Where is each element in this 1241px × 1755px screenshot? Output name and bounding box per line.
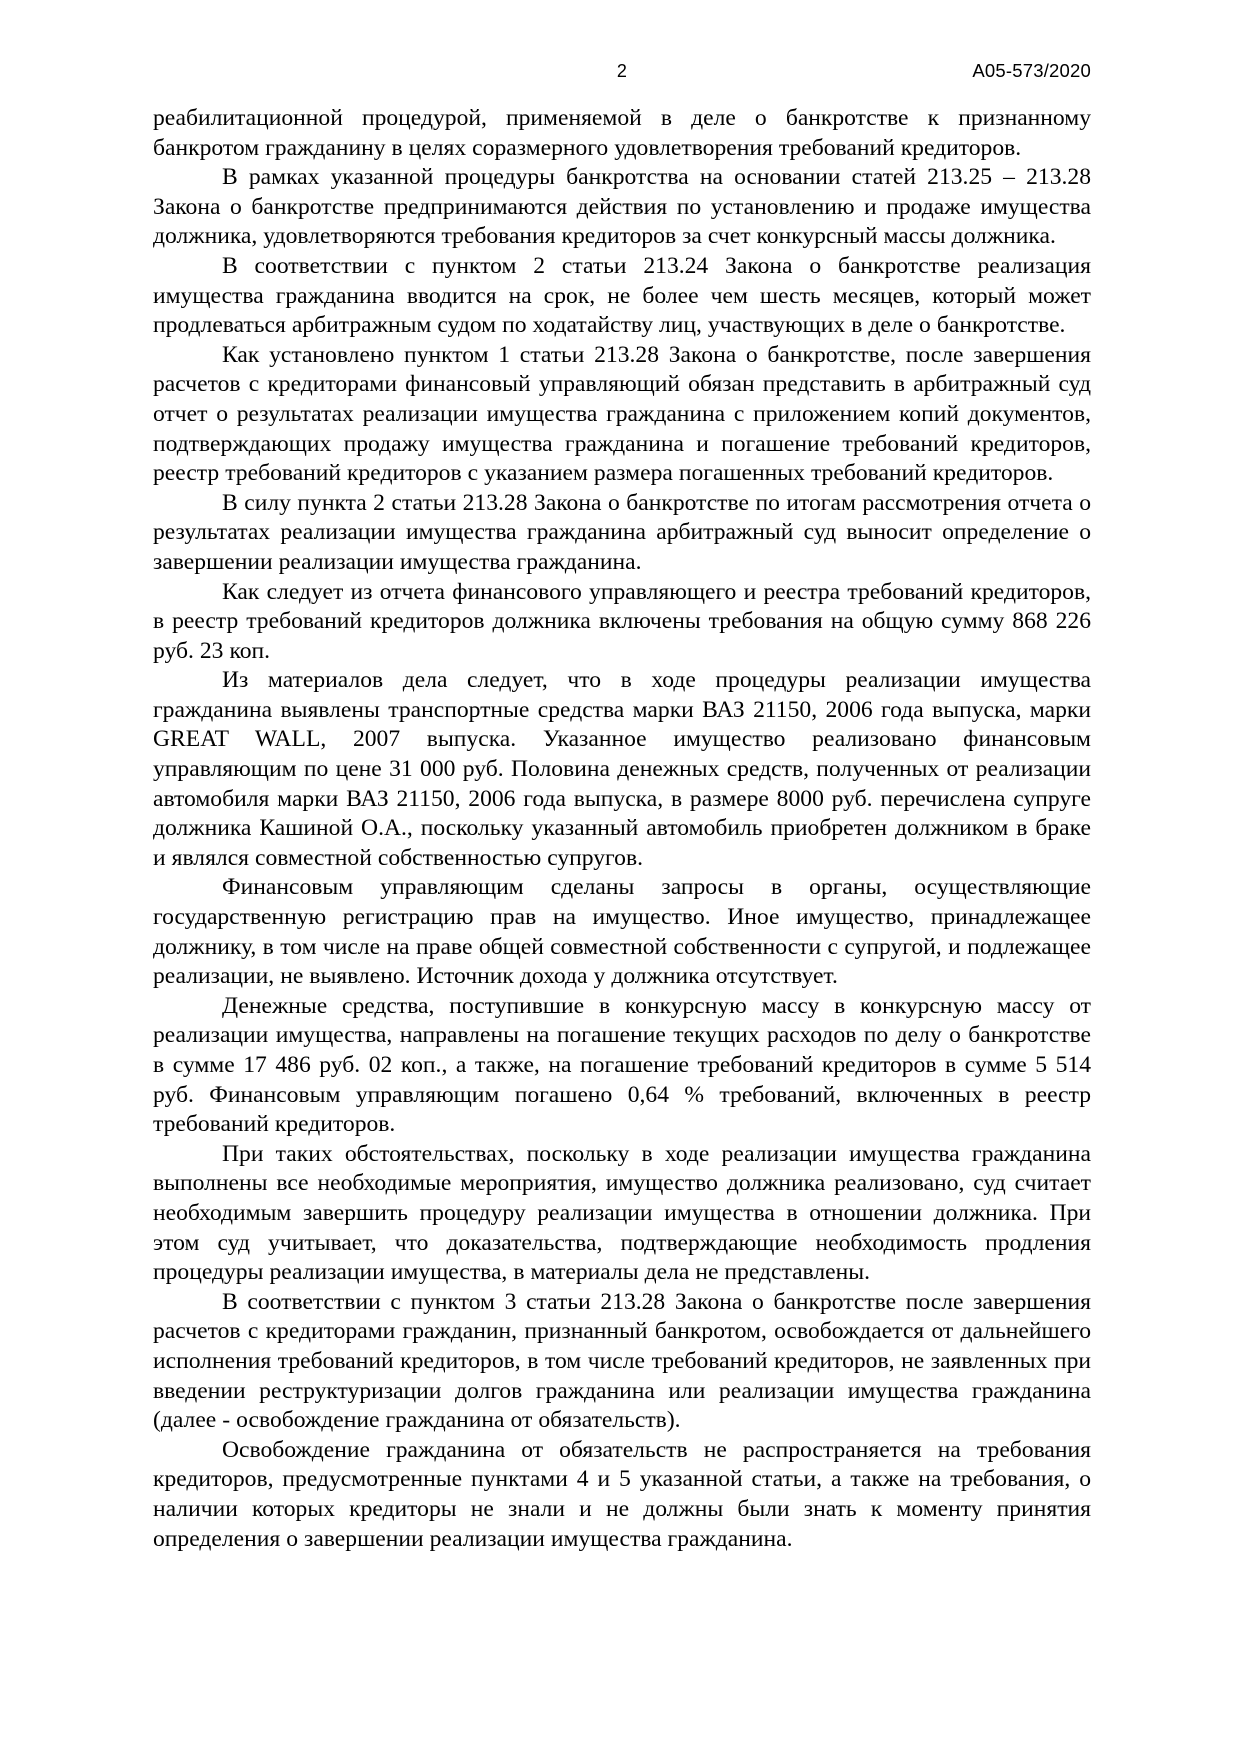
paragraph: Как установлено пунктом 1 статьи 213.28 Закона о банкротстве, после завершения расчетов с кредиторами финансовый управляющий обязан представить в арбитражный суд отчет о результатах реализации имущества гражданина с приложением копий документов, подтверждающих продажу имущества гражданина и погашение требований кредиторов, реестр требований кредиторов с указанием размера погашенных требований кредиторов. xyxy=(153,341,1091,487)
case-number: А05-573/2020 xyxy=(972,60,1091,81)
paragraph: Освобождение гражданина от обязательств не распространяется на требования кредиторов, предусмотренные пунктами 4 и 5 указанной статьи, а также на требования, о наличии которых кредиторы не знали и не должны были знать к моменту принятия определения о завершении реализации имущества гражданина. xyxy=(153,1436,1091,1552)
paragraph: реабилитационной процедурой, применяемой в деле о банкротстве к признанному банкротом гражданину в целях соразмерного удовлетворения требований кредиторов. xyxy=(153,105,1091,161)
paragraph: В соответствии с пунктом 2 статьи 213.24 Закона о банкротстве реализация имущества гражданина вводится на срок, не более чем шесть месяцев, который может продлеваться арбитражным судом по ходатайству лиц, участвующих в деле о банкротстве. xyxy=(153,252,1091,339)
paragraph: В силу пункта 2 статьи 213.28 Закона о банкротстве по итогам рассмотрения отчета о результатах реализации имущества гражданина арбитражный суд выносит определение о завершении реализации имущества гражданина. xyxy=(153,489,1091,575)
paragraph: При таких обстоятельствах, поскольку в ходе реализации имущества гражданина выполнены все необходимые мероприятия, имущество должника реализовано, суд считает необходимым завершить процедуру реализации имущества в отношении должника. При этом суд учитывает, что доказательства, подтверждающие необходимость продления процедуры реализации имущества, в материалы дела не представлены. xyxy=(153,1140,1091,1286)
paragraph: Как следует из отчета финансового управляющего и реестра требований кредиторов, в реестр требований кредиторов должника включены требования на общую сумму 868 226 руб. 23 коп. xyxy=(153,578,1091,664)
paragraph: Финансовым управляющим сделаны запросы в органы, осуществляющие государственную регистрацию прав на имущество. Иное имущество, принадлежащее должнику, в том числе на праве общей совместной собственности с супругой, и подлежащее реализации, не выявлено. Источник дохода у должника отсутствует. xyxy=(153,874,1091,990)
document-body xyxy=(153,104,1091,1554)
paragraph: Денежные средства, поступившие в конкурсную массу в конкурсную массу от реализации имущества, направлены на погашение текущих расходов по делу о банкротстве в сумме 17 486 руб. 02 коп., а также, на погашение требований кредиторов в сумме 5 514 руб. Финансовым управляющим погашено 0,64 % требований, включенных в реестр требований кредиторов. xyxy=(153,992,1091,1138)
page-header xyxy=(153,58,1091,84)
paragraph: Из материалов дела следует, что в ходе процедуры реализации имущества гражданина выявлены транспортные средства марки ВАЗ 21150, 2006 года выпуска, марки GREAT WALL, 2007 выпуска. Указанное имущество реализовано финансовым управляющим по цене 31 000 руб. Половина денежных средств, полученных от реализации автомобиля марки ВАЗ 21150, 2006 года выпуска, в размере 8000 руб. перечислена супруге должника Кашиной О.А., поскольку указанный автомобиль приобретен должником в браке и являлся совместной собственностью супругов. xyxy=(153,667,1091,871)
paragraph: В рамках указанной процедуры банкротства на основании статей 213.25 – 213.28 Закона о банкротстве предпринимаются действия по установлению и продаже имущества должника, удовлетворяются требования кредиторов за счет конкурсный массы должника. xyxy=(153,164,1091,250)
paragraph: В соответствии с пунктом 3 статьи 213.28 Закона о банкротстве после завершения расчетов с кредиторами гражданин, признанный банкротом, освобождается от дальнейшего исполнения требований кредиторов, в том числе требований кредиторов, не заявленных при введении реструктуризации долгов гражданина или реализации имущества гражданина (далее - освобождение гражданина от обязательств). xyxy=(153,1288,1091,1434)
page-number: 2 xyxy=(616,61,628,81)
